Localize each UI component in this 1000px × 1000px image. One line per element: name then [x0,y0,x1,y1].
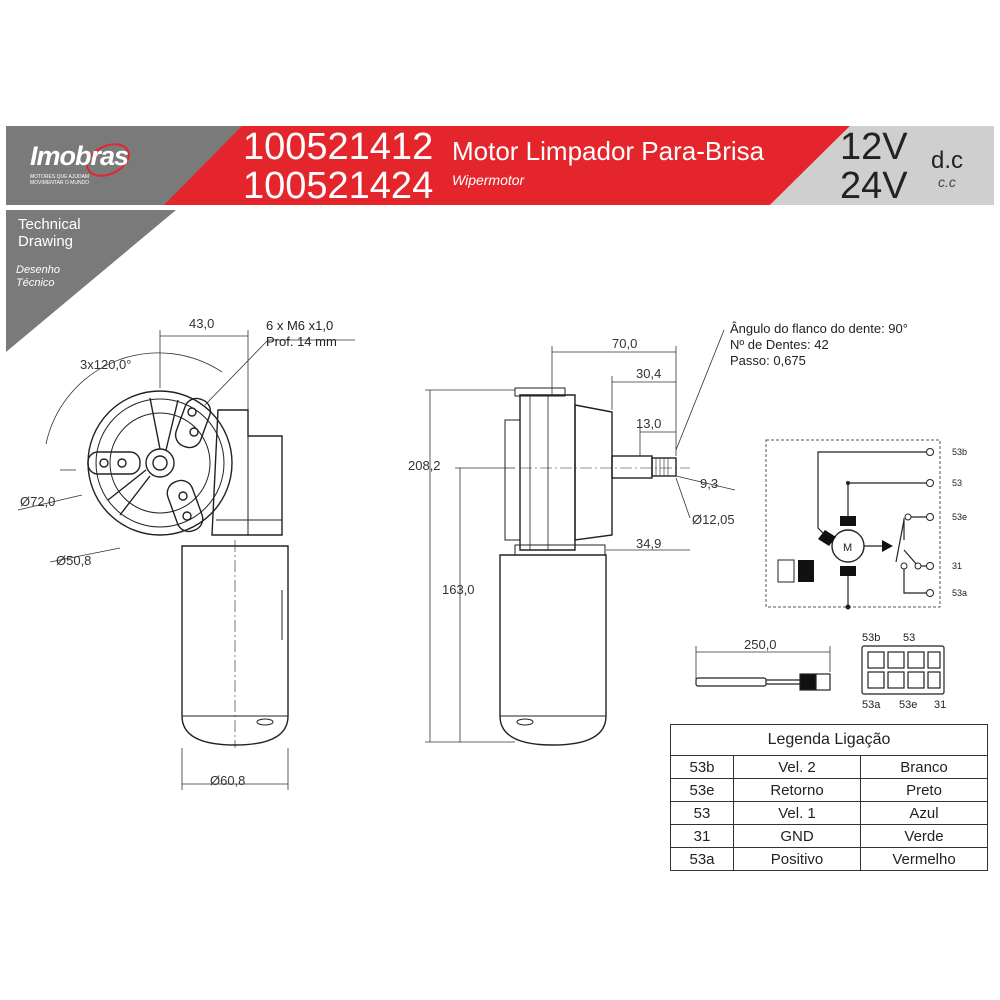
cable-length: 250,0 [744,637,777,652]
dim-9: 9,3 [700,476,719,491]
dim-34: 34,9 [636,536,662,551]
circuit-label-31: 31 [952,561,963,571]
legend-table [670,724,988,871]
legend-terminal: 53e [671,779,734,802]
legend-terminal: 53b [671,756,734,779]
mounting-lugs [88,395,214,535]
terminal-53e [927,514,934,521]
dim-width-43: 43,0 [189,316,215,331]
shaft-hub [146,449,174,477]
terminal-53 [927,480,934,487]
terminal-53b [927,449,934,456]
legend-terminal: 53 [671,802,734,825]
connector-bottom-53a: 53a [862,699,881,711]
logo-tagline-2: MOVIMENTAR O MUNDO [30,180,90,186]
legend-function: Vel. 2 [734,756,861,779]
output-shaft [612,456,652,478]
circuit-label-53e: 53e [952,512,968,522]
legend-function: Positivo [734,848,861,871]
legend-color: Vermelho [861,848,988,871]
cable-sleeve [696,678,766,686]
gearbox-side [520,395,575,550]
legend-title: Legenda Ligação [671,725,988,756]
terminal-31 [927,563,934,570]
legend-terminal: 53a [671,848,734,871]
dia-inner: Ø50,8 [56,553,92,568]
product-title: Motor Limpador Para-Brisa [452,136,765,166]
gear-housing-inner [96,399,224,527]
connector-top-53b: 53b [862,632,881,644]
connector-top-53: 53 [903,632,916,644]
dim-13: 13,0 [636,416,662,431]
gear-teeth: Nº de Dentes: 42 [730,337,829,352]
part-number-1: 100521412 [243,126,434,168]
circuit-diagram [760,430,995,620]
circuit-label-53: 53 [952,478,963,488]
dim-70: 70,0 [612,336,638,351]
dim-12: Ø12,05 [692,512,735,527]
current-type-alt: c.c [938,174,956,190]
bolt-spec-1: 6 x M6 x1,0 [266,318,334,333]
logo-brand: Imobras [30,141,129,171]
gear-pitch: Passo: 0,675 [730,353,806,368]
gear-spec [730,321,908,369]
legend-color: Preto [861,779,988,802]
circuit-label-53a: 53a [952,588,968,598]
gear-angle: Ângulo do flanco do dente: 90° [730,321,908,336]
connector-bottom-31: 31 [934,699,947,711]
section-label: Technical Drawing [18,216,81,250]
voltage-24: 24V [840,165,908,207]
dia-body: Ø60,8 [210,773,246,788]
legend-row [671,756,988,779]
legend-color: Verde [861,825,988,848]
legend-row [671,802,988,825]
logo-tagline-1: MOTORES QUE AJUDAM [30,174,90,180]
legend-function: Vel. 1 [734,802,861,825]
section-label-pt: Desenho Técnico [16,264,61,289]
legend-terminal: 31 [671,825,734,848]
logo [30,141,128,172]
voltage-12: 12V [840,126,908,168]
legend-function: GND [734,825,861,848]
connector [862,646,944,694]
angle-label: 3x120,0° [80,357,132,372]
dim-163: 163,0 [442,582,475,597]
dim-208: 208,2 [408,458,441,473]
dia-outer: Ø72,0 [20,494,56,509]
legend-row [671,779,988,802]
logo-tagline [30,174,89,186]
legend-function: Retorno [734,779,861,802]
connector-bottom-53e: 53e [899,699,918,711]
legend-row [671,848,988,871]
legend-row [671,825,988,848]
front-view-drawing [0,300,380,800]
motor-label: M [843,542,853,554]
part-number-2: 100521424 [243,165,434,207]
legend-color: Branco [861,756,988,779]
bolt-spec-2: Prof. 14 mm [266,334,337,349]
terminal-53a [927,590,934,597]
legend-color: Azul [861,802,988,825]
cable-drawing [690,628,990,718]
current-type: d.c [931,147,964,174]
dim-30: 30,4 [636,366,662,381]
product-subtitle: Wipermotor [452,172,525,188]
circuit-label-53b: 53b [952,447,968,457]
